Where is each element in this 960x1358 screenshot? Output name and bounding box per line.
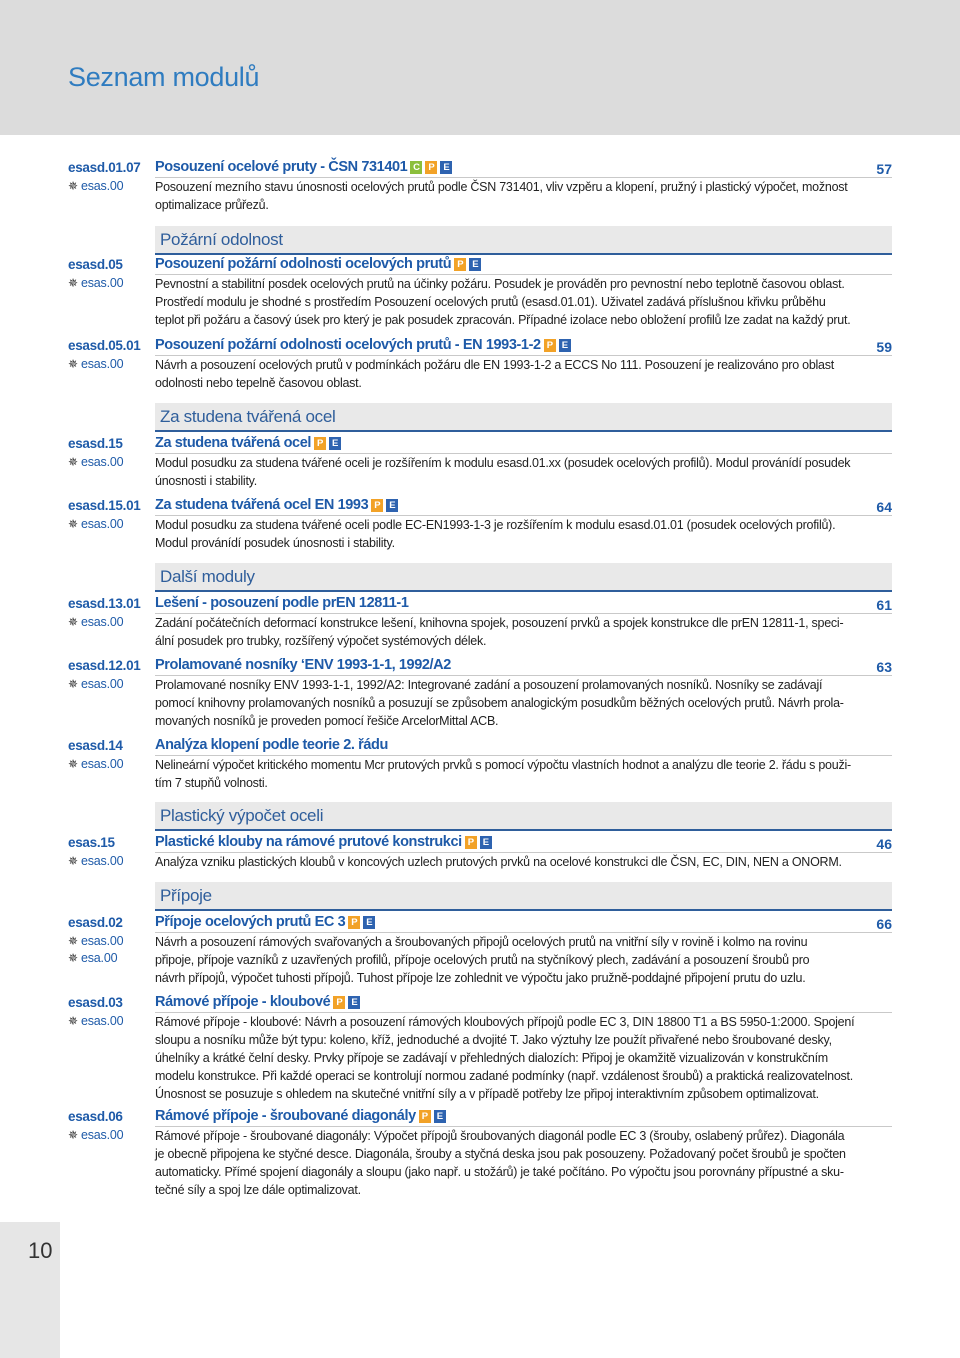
description-line: Pevnostní a stabilitní posdek ocelových prutů na účinky požáru. Posudek je prováděn pro pevnostní nebo teplotně časovou oblast.	[155, 277, 845, 291]
page-reference: 66	[876, 916, 892, 932]
required-star-icon: ✵	[68, 677, 78, 691]
module-description	[155, 516, 855, 552]
description-line: Návrh a posouzení rámových svařovaných a šroubovaných připojů ocelových prutů na vnitřní síly v rovině i kolmo na rovinu	[155, 935, 808, 949]
required-module-label: esas.00	[81, 1014, 124, 1028]
module-title-text: Posouzení požární odolnosti ocelových prutů	[155, 256, 452, 272]
module-description	[155, 1013, 855, 1103]
required-star-icon: ✵	[68, 951, 78, 965]
description-line: Posouzení mezního stavu únosnosti ocelových prutů podle ČSN 731401, vliv vzpěru a klopení, pružný i plastický výpočet, možnost	[155, 180, 848, 194]
required-module	[68, 951, 117, 965]
module-title-text: Posouzení požární odolnosti ocelových prutů - EN 1993-1-2	[155, 337, 541, 353]
required-module-label: esas.00	[81, 934, 124, 948]
required-star-icon: ✵	[68, 934, 78, 948]
required-module-label: esas.00	[81, 757, 124, 771]
description-line: únosnosti i stability.	[155, 474, 257, 488]
required-star-icon: ✵	[68, 757, 78, 771]
description-line: tím 7 stupňů volnosti.	[155, 776, 268, 790]
description-line: Nelineární výpočet kritického momentu Mcr prutových prvků s pomocí výpočtu vlastních hodnot a analýzu dle teorie 2. řádu s použi-	[155, 758, 851, 772]
module-description	[155, 178, 855, 214]
required-star-icon: ✵	[68, 854, 78, 868]
badge-p: P	[419, 1110, 431, 1123]
module-title-text: Za studena tvářená ocel EN 1993	[155, 497, 369, 513]
description-line: připoje, přípoje vazníků z uzavřených profilů, přípoje ocelových prutů na styčníkový plech, zadávání a posouzení šroubů pro	[155, 953, 810, 967]
required-module-label: esas.00	[81, 179, 124, 193]
badge-e: E	[440, 161, 452, 174]
description-line: odolnosti nebo tepelně časovou oblast.	[155, 376, 362, 390]
module-title-text: Posouzení ocelové pruty - ČSN 731401	[155, 159, 408, 175]
module-description	[155, 1127, 855, 1199]
required-module	[68, 854, 123, 868]
badge-p: P	[371, 499, 383, 512]
description-line: Analýza vzniku plastických kloubů v koncových uzlech prutových prvků na ocelové konstrukci dle ČSN, EC, DIN, NEN a ONORM.	[155, 855, 842, 869]
module-description	[155, 853, 855, 871]
required-module	[68, 1014, 123, 1028]
module-title-text: Za studena tvářená ocel	[155, 435, 311, 451]
required-module-label: esas.00	[81, 1128, 124, 1142]
description-line: Návrh a posouzení ocelových prutů v podmínkách požáru dle EN 1993-1-2 a ECCS No 111. Posouzení je realizováno pro oblast	[155, 358, 834, 372]
page-reference: 63	[876, 659, 892, 675]
module-description	[155, 933, 855, 987]
module-title-text: Přípoje ocelových prutů EC 3	[155, 914, 346, 930]
module-title	[155, 994, 360, 1010]
badge-p: P	[333, 996, 345, 1009]
required-star-icon: ✵	[68, 179, 78, 193]
module-code: esasd.03	[68, 995, 123, 1010]
description-line: automaticky. Přímé spojení diagonály a sloupu (jako např. u stožárů) je také počítáno. Po výpočtu jsou porovnány přípustné a sku-	[155, 1165, 844, 1179]
description-line: optimalizace průřezů.	[155, 198, 269, 212]
page-title: Seznam modulů	[68, 62, 260, 92]
section-heading-dalsi: Další moduly	[155, 563, 892, 592]
module-title	[155, 256, 481, 272]
module-code: esasd.15	[68, 436, 123, 451]
badge-e: E	[480, 836, 492, 849]
required-star-icon: ✵	[68, 357, 78, 371]
module-title-text: Lešení - posouzení podle prEN 12811-1	[155, 595, 409, 611]
section-heading-pripoje: Přípoje	[155, 882, 892, 911]
module-title-text: Analýza klopení podle teorie 2. řádu	[155, 737, 388, 753]
page-reference: 61	[876, 597, 892, 613]
page-reference: 57	[876, 161, 892, 177]
required-star-icon: ✵	[68, 517, 78, 531]
required-module-label: esas.00	[81, 677, 124, 691]
module-code: esasd.06	[68, 1109, 123, 1124]
required-module-label: esas.00	[81, 854, 124, 868]
required-module	[68, 677, 123, 691]
module-code: esasd.05	[68, 257, 123, 272]
module-title-text: Prolamované nosníky ‘ENV 1993-1-1, 1992/A2	[155, 657, 451, 673]
section-heading-plasticky: Plastický výpočet oceli	[155, 802, 892, 831]
module-description	[155, 454, 855, 490]
module-code: esasd.02	[68, 915, 123, 930]
required-star-icon: ✵	[68, 615, 78, 629]
required-module-label: esa.00	[81, 951, 118, 965]
description-line: je obecně připojena ke styčné desce. Diagonála, šrouby a styčná deska jsou pak posouzeny. Požadovaný počet šroubů je spočten	[155, 1147, 846, 1161]
description-line: návrh přípojů, výpočet tuhosti přípojů. Tuhost přípoje lze zohlednit ve výpočtu jako pružně-poddajné připojení prutu do uzlu.	[155, 971, 806, 985]
module-title	[155, 595, 409, 611]
page-reference: 64	[876, 499, 892, 515]
description-line: Rámové přípoje - kloubové: Návrh a posouzení rámových kloubových přípojů podle EC 3, DIN 18800 T1 a BS 5950-1:2000. Spojení	[155, 1015, 855, 1029]
required-module-label: esas.00	[81, 357, 124, 371]
required-module	[68, 1128, 123, 1142]
description-line: Modul posudku za studena tvářené oceli je rozšířením k modulu esasd.01.xx (posudek ocelových profilů). Modul provánídí posudek	[155, 456, 851, 470]
module-title	[155, 435, 341, 451]
description-line: movaných nosníků je proveden pomocí řešiče ArcelorMittal ACB.	[155, 714, 499, 728]
required-module	[68, 517, 123, 531]
module-title-text: Rámové přípoje - kloubové	[155, 994, 331, 1010]
module-title	[155, 337, 571, 353]
section-heading-studena: Za studena tvářená ocel	[155, 403, 892, 432]
badge-p: P	[314, 437, 326, 450]
page-reference: 46	[876, 836, 892, 852]
module-code: esasd.12.01	[68, 658, 141, 673]
required-star-icon: ✵	[68, 1014, 78, 1028]
module-title	[155, 657, 451, 673]
badge-e: E	[559, 339, 571, 352]
badge-p: P	[465, 836, 477, 849]
badge-p: P	[348, 916, 360, 929]
badge-e: E	[386, 499, 398, 512]
module-title-text: Rámové přípoje - šroubované diagonály	[155, 1108, 416, 1124]
module-description	[155, 275, 855, 329]
required-module	[68, 179, 123, 193]
badge-e: E	[329, 437, 341, 450]
module-code: esasd.15.01	[68, 498, 141, 513]
required-module-label: esas.00	[81, 615, 124, 629]
description-line: ální posudek pro trubky, rozšířený výpočet systémových délek.	[155, 634, 487, 648]
module-description	[155, 756, 855, 792]
badge-p: P	[454, 258, 466, 271]
description-line: Prolamované nosníky ENV 1993-1-1, 1992/A2: Integrované zadání a posouzení prolamovaných nosníků. Nosníky se zadávají	[155, 678, 823, 692]
description-line: sloupu a nosníku může být typu: koleno, kříž, jednoduché a dvojité T. Jako výztuhy lze použít přivařené nebo šroubované desky,	[155, 1033, 832, 1047]
module-description	[155, 676, 855, 730]
module-description	[155, 356, 855, 392]
description-line: Modul provánídí posudek únosnosti i stability.	[155, 536, 395, 550]
description-line: Zadání počátečních deformací konstrukce lešení, knihovna spojek, posouzení prvků a spojek konstrukce dle prEN 12811-1, speci-	[155, 616, 844, 630]
description-line: modelu konstrukce. Při každé operaci se kontrolují normou zadané podmínky (např. vzdálenost šroubů) a praktická realizovatelnost.	[155, 1069, 853, 1083]
description-line: tečné síly a spoj lze dále optimalizovat.	[155, 1183, 361, 1197]
badge-e: E	[434, 1110, 446, 1123]
page-number: 10	[28, 1238, 53, 1263]
description-line: pomocí knihovny prolamovaných nosníků a posuzují se způsobem analogickým posudkům běžných ocelových prutů. Návrh prola-	[155, 696, 844, 710]
module-code: esasd.14	[68, 738, 123, 753]
description-line: Únosnost se posuzuje s ohledem na skutečné vnitřní síly a v případě potřeby lze připoj interaktivním způsobem optimalizovat.	[155, 1087, 819, 1101]
required-module	[68, 934, 123, 948]
required-module-label: esas.00	[81, 517, 124, 531]
required-module	[68, 615, 123, 629]
description-line: Rámové přípoje - šroubované diagonály: Výpočet přípojů šroubovaných diagonál podle EC 3 (šrouby, oslabený průřez). Diagonála	[155, 1129, 845, 1143]
section-heading-pozarni: Požární odolnost	[155, 226, 892, 255]
module-code: esasd.13.01	[68, 596, 141, 611]
description-line: Modul posudku za studena tvářené oceli podle EC-EN1993-1-3 je rozšířením k modulu esasd.01.01 (posudek ocelových profilů).	[155, 518, 836, 532]
module-code: esas.15	[68, 835, 115, 850]
badge-c: C	[410, 161, 422, 174]
module-title	[155, 737, 388, 753]
module-title	[155, 159, 452, 175]
page-reference: 59	[876, 339, 892, 355]
description-line: Prostředí modulu je shodné s prostředím Posouzení ocelových prutů (esasd.01.01). Uživatel zadává příslušnou křivku průběhu	[155, 295, 826, 309]
required-module-label: esas.00	[81, 455, 124, 469]
module-title	[155, 497, 398, 513]
badge-p: P	[425, 161, 437, 174]
module-code: esasd.05.01	[68, 338, 141, 353]
module-title	[155, 1108, 446, 1124]
description-line: úhelníky a krátké čelní desky. Prvky přípoje se zadávají v přehledných dialozích: Připoj je okamžitě vizualizován v konstrukčním	[155, 1051, 828, 1065]
required-module	[68, 276, 123, 290]
badge-e: E	[469, 258, 481, 271]
module-title-text: Plastické klouby na rámové prutové konstrukci	[155, 834, 462, 850]
required-module	[68, 357, 123, 371]
required-module	[68, 757, 123, 771]
module-code: esasd.01.07	[68, 160, 141, 175]
required-module	[68, 455, 123, 469]
module-title	[155, 834, 492, 850]
module-title	[155, 914, 375, 930]
badge-p: P	[544, 339, 556, 352]
required-module-label: esas.00	[81, 276, 124, 290]
badge-e: E	[348, 996, 360, 1009]
module-description	[155, 614, 855, 650]
required-star-icon: ✵	[68, 455, 78, 469]
description-line: teplot při požáru a časový úsek pro který je pak posudek zpracován. Případné izolace nebo obložení profilů lze zadat na každý prut.	[155, 313, 851, 327]
required-star-icon: ✵	[68, 1128, 78, 1142]
required-star-icon: ✵	[68, 276, 78, 290]
badge-e: E	[363, 916, 375, 929]
